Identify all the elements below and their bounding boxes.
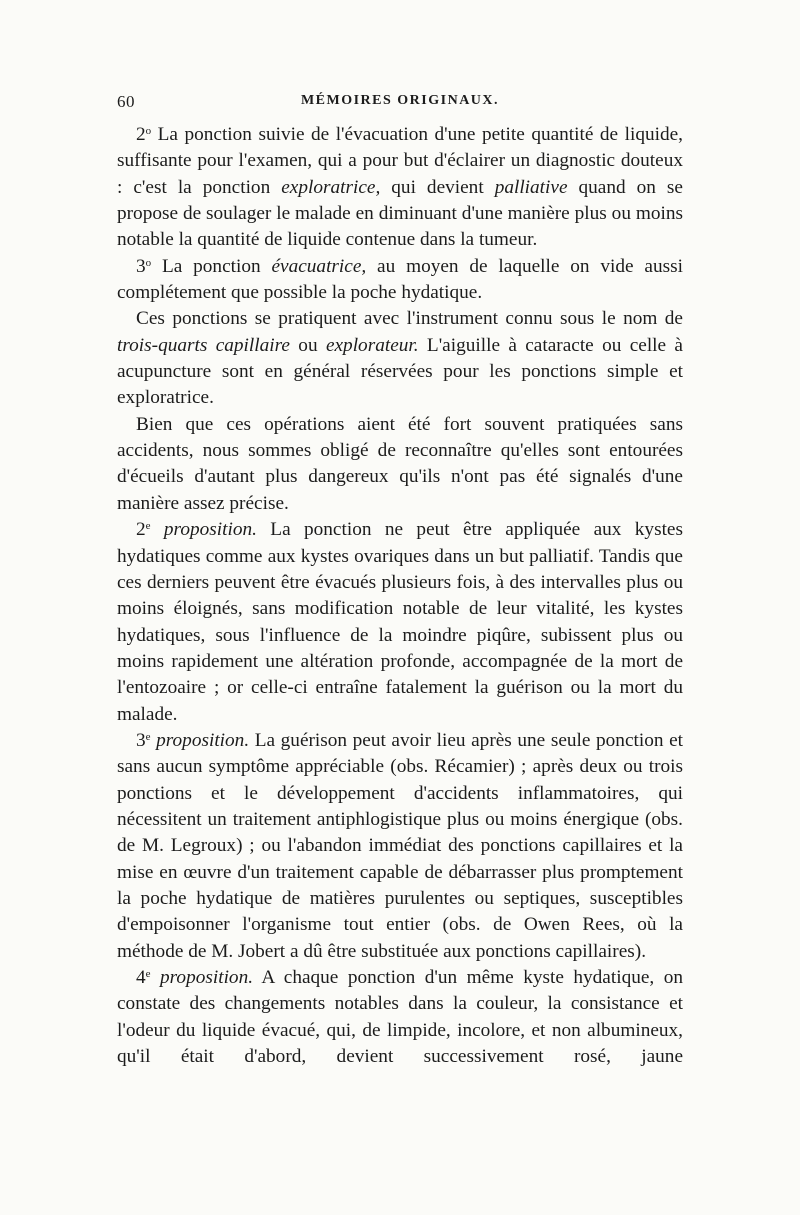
- italic-term: trois-quarts capillaire: [117, 334, 290, 356]
- italic-term: exploratrice,: [281, 176, 381, 198]
- ordinal-superscript: o: [145, 125, 152, 137]
- item-number: 2: [136, 519, 146, 541]
- ordinal-superscript: o: [145, 256, 152, 269]
- text-run: Ces ponctions se pratiquent avec l'instrument connu sous le nom de: [136, 308, 683, 330]
- ordinal-superscript: e: [145, 968, 151, 980]
- italic-term: palliative: [494, 176, 568, 198]
- text-run: ou: [289, 334, 326, 356]
- italic-term: évacuatrice,: [271, 255, 367, 277]
- paragraph-ponction-exploratrice: [117, 122, 683, 254]
- text-run: La ponction: [151, 255, 272, 277]
- text-run: L'aiguille à cataracte ou celle à acupuncture sont en général réservées pour les ponctions simple et exploratrice.: [117, 334, 683, 409]
- text-run: La ponction suivie de l'évacuation d'une petite quantité de liquide, suffisante pour l'examen, qui a pour but d'éclairer un diagnostic douteux : c'est la ponction: [117, 124, 683, 198]
- text-run: Bien que ces opérations aient été fort souvent pratiquées sans accidents, nous sommes obligé de reconnaître qu'elles sont entourées d'écueils d'autant plus dangereux qu'ils n'ont pas été signalés d'une manière assez précise.: [117, 413, 683, 514]
- ordinal-superscript: e: [145, 730, 151, 743]
- italic-term: proposition.: [150, 729, 250, 751]
- paragraph-proposition-4: [117, 965, 683, 1070]
- book-page: [117, 92, 683, 1070]
- running-head: [117, 92, 683, 122]
- paragraph-ecueils: [117, 412, 683, 517]
- paragraph-ponction-evacuatrice: [117, 254, 683, 307]
- paragraph-proposition-2: [117, 517, 683, 728]
- text-run: La guérison peut avoir lieu après une seule ponction et sans aucun symptôme appréciable (obs. Récamier) ; après deux ou trois ponctions et le développement d'accidents inflammatoires, qui nécessitent un traitement antiphlogistique plus ou moins énergique (obs. de M. Legroux) ; ou l'abandon immédiat des ponctions capillaires et la mise en œuvre d'un traitement capable de débarrasser plus promptement la poche hydatique de matières purulentes ou septiques, susceptibles d'empoisonner l'organisme tout entier (obs. de Owen Rees, où la méthode de M. Jobert a dû être substituée aux ponctions capillaires).: [117, 729, 683, 962]
- text-run: au moyen de laquelle on vide aussi complétement que possible la poche hydatique.: [117, 255, 683, 304]
- item-number: 2: [136, 124, 146, 145]
- text-run: La ponction ne peut être appliquée aux kystes hydatiques comme aux kystes ovariques dans un but palliatif. Tandis que ces derniers peuvent être évacués plusieurs fois, à des intervalles plus ou moins éloignés, sans modification notable de leur vitalité, les kystes hydatiques, sous l'influence de la moindre piqûre, subissent plus ou moins rapidement une altération profonde, accompagnée de la mort de l'entozoaire ; or celle-ci entraîne fatalement la guérison ou la mort du malade.: [117, 519, 683, 725]
- item-number: 3: [136, 729, 146, 751]
- text-run: A chaque ponction d'un même kyste hydatique, on constate des changements notables dans la couleur, la consistance et l'odeur du liquide évacué, qui, de limpide, incolore, et non albumineux, qu'il était d'abord, devient successivement rosé, jaune: [117, 967, 683, 1068]
- paragraph-proposition-3: [117, 728, 683, 965]
- italic-term: explorateur.: [325, 334, 419, 356]
- text-run: qui devient: [380, 176, 495, 198]
- running-title: MÉMOIRES ORIGINAUX.: [300, 93, 500, 108]
- paragraph-instruments: [117, 306, 683, 411]
- italic-term: proposition.: [150, 967, 254, 988]
- page-number: 60: [117, 92, 135, 111]
- item-number: 3: [136, 255, 146, 277]
- ordinal-superscript: e: [145, 520, 151, 533]
- body-text: [117, 122, 683, 1070]
- text-run: quand on se propose de soulager le malade en diminuant d'une manière plus ou moins notable la quantité de liquide contenue dans la tumeur.: [117, 176, 683, 251]
- italic-term: proposition.: [150, 519, 257, 541]
- item-number: 4: [136, 967, 146, 988]
